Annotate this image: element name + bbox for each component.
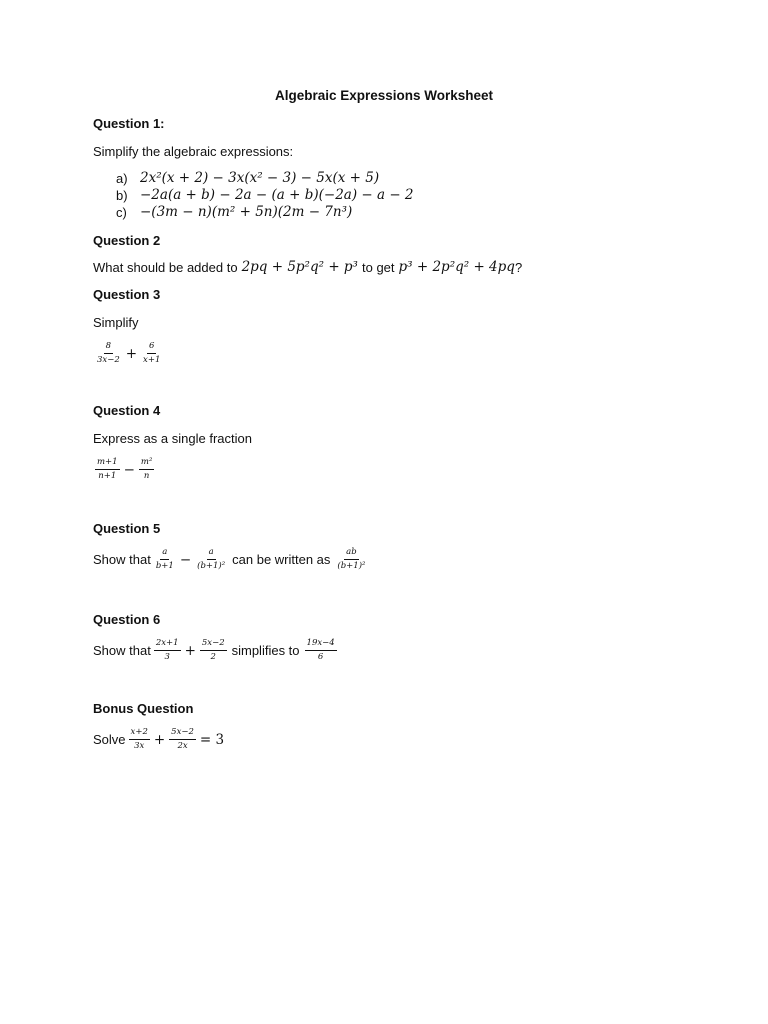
worksheet-title: Algebraic Expressions Worksheet: [274, 88, 494, 103]
q5-operator: −: [179, 551, 192, 568]
bonus-right-hand-side: = 3: [199, 731, 225, 748]
q1-item-c-expression: −(3m − n)(m² + 5n)(2m − 7n³): [140, 204, 353, 220]
q5-fraction-3-denominator: (b+1)²: [337, 561, 366, 571]
bonus-fraction-2-numerator: 5x−2: [169, 727, 196, 740]
q3-fraction-1-numerator: 8: [104, 341, 113, 354]
q6-fraction-2-numerator: 5x−2: [200, 638, 227, 651]
q5-fraction-2-denominator: (b+1)²: [197, 561, 226, 571]
bonus-text-before: Solve: [93, 732, 126, 747]
q2-text-before: What should be added to: [93, 259, 238, 275]
bonus-fraction-2: [169, 727, 196, 752]
q2-expression-1: 2pq + 5p²q² + p³: [241, 259, 358, 275]
q4-fraction-2: [139, 457, 154, 482]
q5-text-mid: can be written as: [232, 552, 331, 567]
question-2-heading: Question 2: [93, 233, 161, 248]
q3-fraction-1-denominator: 3x−2: [97, 355, 120, 365]
q1-item-b-label: b): [116, 188, 128, 203]
q6-text-before: Show that: [93, 643, 151, 658]
q3-fraction-1: [95, 341, 122, 366]
question-5-body: [93, 547, 369, 572]
q1-item-a-label: a): [116, 171, 128, 186]
question-6-body: [93, 638, 339, 663]
question-3-instruction: Simplify: [93, 315, 139, 330]
q6-fraction-1-denominator: 3: [164, 652, 170, 662]
bonus-fraction-1: [129, 727, 150, 752]
q6-fraction-2-denominator: 2: [210, 652, 216, 662]
q6-fraction-1-numerator: 2x+1: [154, 638, 181, 651]
bonus-question-heading: Bonus Question: [93, 701, 194, 716]
question-1-instruction: Simplify the algebraic expressions:: [93, 144, 294, 159]
q5-text-before: Show that: [93, 552, 151, 567]
q1-item-c-label: c): [116, 205, 127, 220]
bonus-operator: +: [153, 731, 166, 748]
question-4-instruction: Express as a single fraction: [93, 431, 252, 446]
bonus-question-body: [93, 727, 226, 752]
bonus-fraction-1-numerator: x+2: [129, 727, 150, 740]
q4-operator: −: [123, 461, 135, 478]
bonus-fraction-1-denominator: 3x: [134, 741, 145, 751]
q4-fraction-2-denominator: n: [143, 471, 150, 481]
q5-fraction-3-numerator: ab: [344, 547, 359, 560]
q5-fraction-1-numerator: a: [160, 547, 169, 560]
q5-fraction-3: [335, 547, 367, 572]
question-2-body: [93, 259, 522, 275]
question-5-heading: Question 5: [93, 521, 161, 536]
q5-fraction-1: [154, 547, 176, 572]
q6-fraction-3: [305, 638, 337, 663]
question-4-heading: Question 4: [93, 403, 161, 418]
q6-text-mid: simplifies to: [231, 643, 300, 658]
q4-fraction-2-numerator: m²: [139, 457, 154, 470]
question-1-heading: Question 1:: [93, 116, 165, 131]
q3-fraction-2-numerator: 6: [147, 341, 156, 354]
q1-item-b-expression: −2a(a + b) − 2a − (a + b)(−2a) − a − 2: [140, 187, 414, 203]
q5-fraction-1-denominator: b+1: [155, 561, 174, 571]
q2-text-after: ?: [514, 259, 523, 275]
q3-fraction-2-denominator: x+1: [143, 355, 161, 365]
q6-fraction-3-denominator: 6: [317, 652, 324, 662]
question-3-heading: Question 3: [93, 287, 161, 302]
question-6-heading: Question 6: [93, 612, 161, 627]
question-4-expression: [93, 457, 156, 482]
q6-fraction-2: [200, 638, 227, 663]
q4-fraction-1-numerator: m+1: [95, 457, 120, 470]
q5-fraction-2-numerator: a: [207, 547, 216, 560]
q6-operator: +: [184, 642, 196, 659]
q6-fraction-1: [154, 638, 181, 663]
q3-fraction-2: [141, 341, 162, 366]
q6-fraction-3-numerator: 19x−4: [305, 638, 337, 651]
q5-fraction-2: [195, 547, 227, 572]
q3-operator: +: [125, 345, 138, 362]
q4-fraction-1-denominator: n+1: [98, 471, 117, 481]
q4-fraction-1: [95, 457, 120, 482]
q2-text-mid: to get: [361, 259, 395, 275]
q1-item-a-expression: 2x²(x + 2) − 3x(x² − 3) − 5x(x + 5): [140, 170, 380, 186]
q2-expression-2: p³ + 2p²q² + 4pq: [398, 259, 515, 275]
bonus-fraction-2-denominator: 2x: [177, 741, 188, 751]
question-3-expression: [93, 341, 164, 366]
